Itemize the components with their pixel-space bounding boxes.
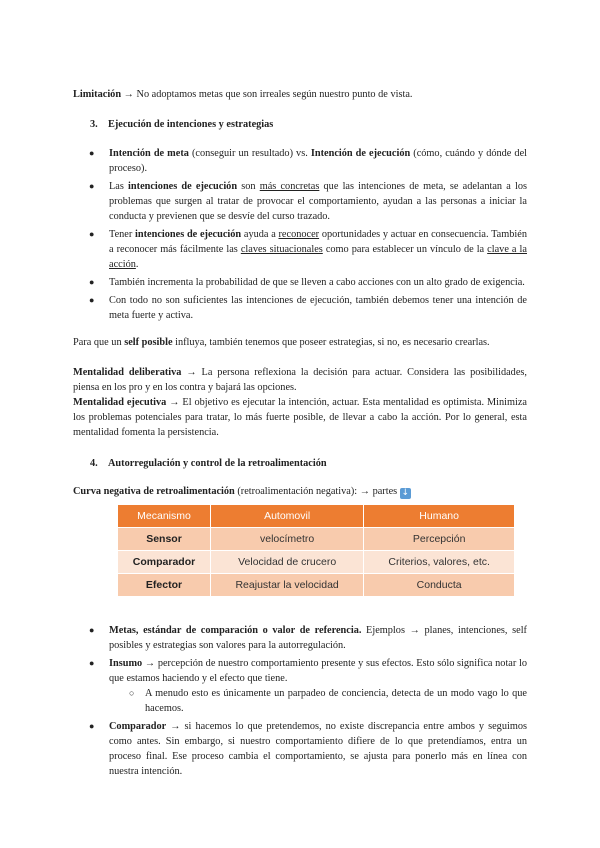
- table-cell: Criterios, valores, etc.: [364, 551, 515, 574]
- underlined-text: más concretas: [259, 181, 320, 192]
- term: Metas, estándar de comparación o valor de referencia.: [109, 625, 362, 636]
- term: intenciones de ejecución: [128, 181, 238, 192]
- list-item: [73, 275, 527, 290]
- term: self posible: [124, 337, 173, 348]
- text: que las intenciones de meta, se adelantan a los problemas que surgen al tratar de provocar el comportamiento, ayudan a las personas a iniciar la conducta y previenen que se desvíe del curso trazado.: [109, 181, 527, 222]
- table-cell: velocímetro: [210, 528, 363, 551]
- text: (retroalimentación negativa):: [234, 486, 360, 497]
- text: (conseguir un resultado) vs.: [188, 148, 311, 159]
- mentalidad-deliberativa-paragraph: [73, 365, 527, 395]
- self-posible-paragraph: [73, 335, 527, 350]
- text: son: [237, 181, 260, 192]
- underlined-text: claves situacionales: [240, 244, 323, 255]
- text: Las: [109, 181, 129, 192]
- table-header-cell: Humano: [364, 505, 515, 528]
- text: La persona reflexiona la decisión para actuar. Considera las posibilidades, piensa en los pro y en los contra y bajará las opciones.: [73, 367, 527, 393]
- sub-list-item: ○ A menudo esto es únicamente un parpadeo de conciencia, detecta de un modo vago lo que hacemos.: [109, 686, 527, 716]
- limitacion-paragraph: [73, 87, 527, 102]
- text: influya, también tenemos que poseer estrategias, si no, es necesario crearlas.: [172, 337, 490, 348]
- text: ayuda a: [241, 229, 279, 240]
- text: planes, intenciones, self posibles y estrategias son valores para la autorregulación.: [109, 625, 527, 651]
- right-arrow-icon: →: [123, 89, 134, 100]
- table-row: [118, 551, 515, 574]
- right-arrow-icon: →: [144, 658, 156, 669]
- table-row: [118, 528, 515, 551]
- table-row: [118, 574, 515, 597]
- section-number: 3.: [90, 119, 98, 130]
- table-cell: Percepción: [364, 528, 515, 551]
- text: si hacemos lo que pretendemos, no existe discrepancia entre ambos y seguimos como antes. Sin embargo, si nuestro comportamiento difiere de lo que pretendíamos, entra un proceso final. Ese proceso cambia el comportamiento, se ajusta para ponerlo más en línea con nuestra intención.: [109, 721, 528, 777]
- term: Curva negativa de retroalimentación: [73, 486, 235, 497]
- list-item: [73, 227, 527, 272]
- bullet-list-intenciones: [73, 146, 527, 326]
- list-item: [73, 623, 527, 653]
- term: Intención de meta: [109, 148, 189, 159]
- text: El objetivo es ejecutar la intención, actuar. Esta mentalidad es optimista. Minimiza los problemas potenciales para tratar, lo más fuerte posible, de llevar a cabo la acción. Por lo general, esta mentalidad fomenta la persistencia.: [73, 397, 527, 438]
- list-item: [73, 656, 527, 716]
- section-number: 4.: [90, 458, 98, 469]
- table-cell: Comparador: [118, 551, 210, 574]
- right-arrow-icon: →: [186, 367, 197, 378]
- section-title: Autorregulación y control de la retroalimentación: [108, 458, 327, 469]
- text: partes: [370, 486, 400, 497]
- table-cell: Reajustar la velocidad: [210, 574, 363, 597]
- section-heading-4: [90, 456, 327, 471]
- term: Mentalidad deliberativa: [73, 367, 182, 378]
- table-cell: Conducta: [364, 574, 515, 597]
- sub-list: [109, 686, 527, 716]
- table-header-cell: Mecanismo: [118, 505, 210, 528]
- limitacion-text: No adoptamos metas que son irreales según nuestro punto de vista.: [133, 89, 413, 100]
- term: Comparador: [109, 721, 167, 732]
- table-header-row: [118, 505, 515, 528]
- text: percepción de nuestro comportamiento presente y sus efectos. Esto sólo significa notar lo que estamos haciendo y el efecto que tiene.: [109, 658, 527, 684]
- text: Para que un: [73, 337, 125, 348]
- table-cell: Sensor: [118, 528, 210, 551]
- text: como para establecer un vínculo de la: [322, 244, 488, 255]
- bullet-list-autorregulacion: [73, 623, 527, 782]
- table-cell: Velocidad de crucero: [210, 551, 363, 574]
- underlined-text: reconocer: [278, 229, 320, 240]
- text: .: [135, 259, 139, 270]
- text: oportunidades y actuar en consecuencia. También a reconocer más fácilmente las: [109, 229, 527, 255]
- list-item: [73, 146, 527, 176]
- term: Intención de ejecución: [310, 148, 411, 159]
- down-arrow-icon: ↓: [401, 488, 410, 498]
- section-title: Ejecución de intenciones y estrategias: [108, 119, 274, 130]
- curva-paragraph: [73, 484, 527, 499]
- term: Mentalidad ejecutiva: [73, 397, 167, 408]
- text: (cómo, cuándo y dónde del proceso).: [109, 148, 528, 174]
- right-arrow-icon: →: [409, 625, 420, 636]
- text: Con todo no son suficientes las intenciones de ejecución, también debemos tener una intención de meta fuerte y activa.: [109, 295, 527, 321]
- term: intenciones de ejecución: [135, 229, 242, 240]
- right-arrow-icon: →: [359, 486, 371, 497]
- right-arrow-icon: →: [170, 721, 181, 732]
- underlined-text: clave a la acción: [109, 244, 527, 270]
- table-header-cell: Automovil: [210, 505, 363, 528]
- feedback-table: [118, 505, 515, 596]
- table-cell: Efector: [118, 574, 210, 597]
- text: Tener: [109, 229, 136, 240]
- right-arrow-icon: →: [169, 397, 180, 408]
- text: Ejemplos: [361, 625, 410, 636]
- list-item: [73, 719, 527, 779]
- text: También incrementa la probabilidad de que se lleven a cabo acciones con un alto grado de exigencia.: [109, 277, 525, 288]
- list-item: [73, 179, 527, 224]
- limitacion-term: Limitación: [73, 89, 122, 100]
- list-item: [73, 293, 527, 323]
- section-heading-3: [90, 117, 273, 132]
- term: Insumo: [109, 658, 143, 669]
- mentalidad-ejecutiva-paragraph: [73, 395, 527, 440]
